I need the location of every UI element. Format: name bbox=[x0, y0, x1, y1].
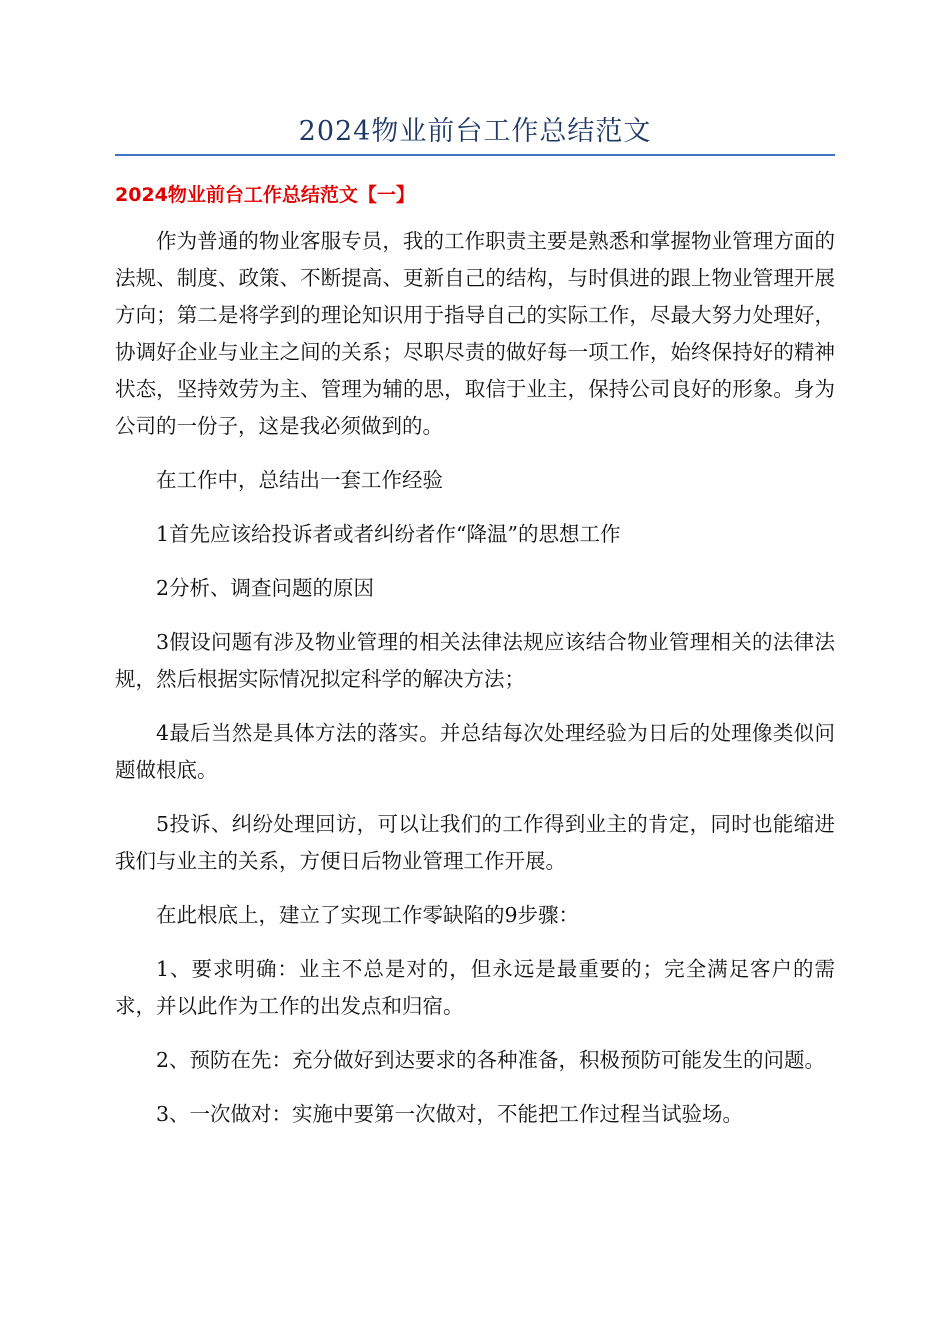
body-paragraph: 4最后当然是具体方法的落实。并总结每次处理经验为日后的处理像类似问题做根底。 bbox=[115, 721, 835, 782]
body-paragraph: 1、要求明确：业主不总是对的，但永远是最重要的；完全满足客户的需求，并以此作为工作的出发点和归宿。 bbox=[115, 957, 835, 1018]
document-title: 2024物业前台工作总结范文 bbox=[298, 116, 652, 147]
body-paragraph: 在此根底上，建立了实现工作零缺陷的9步骤： bbox=[156, 903, 580, 927]
body-paragraph: 3假设问题有涉及物业管理的相关法律法规应该结合物业管理相关的法律法规，然后根据实际情况拟定科学的解决方法； bbox=[115, 630, 835, 691]
body-paragraph: 2、预防在先：充分做好到达要求的各种准备，积极预防可能发生的问题。 bbox=[156, 1048, 826, 1072]
body-paragraph: 1首先应该给投诉者或者纠纷者作“降温”的思想工作 bbox=[156, 522, 621, 546]
body-paragraph: 在工作中，总结出一套工作经验 bbox=[156, 468, 443, 492]
document-body bbox=[115, 223, 835, 1150]
section-heading: 2024物业前台工作总结范文【一】 bbox=[115, 184, 415, 206]
body-paragraph: 5投诉、纠纷处理回访，可以让我们的工作得到业主的肯定，同时也能缩进我们与业主的关系，方便日后物业管理工作开展。 bbox=[115, 812, 835, 873]
title-underline bbox=[115, 154, 835, 156]
body-paragraph: 2分析、调查问题的原因 bbox=[156, 576, 375, 600]
body-paragraph: 3、一次做对：实施中要第一次做对，不能把工作过程当试验场。 bbox=[156, 1102, 744, 1126]
body-paragraph: 作为普通的物业客服专员，我的工作职责主要是熟悉和掌握物业管理方面的法规、制度、政策、不断提高、更新自己的结构，与时俱进的跟上物业管理开展方向；第二是将学到的理论知识用于指导自己的实际工作，尽最大努力处理好，协调好企业与业主之间的关系；尽职尽责的做好每一项工作，始终保持好的精神状态，坚持效劳为主、管理为辅的思，取信于业主，保持公司良好的形象。身为公司的一份子，这是我必须做到的。 bbox=[115, 229, 835, 438]
